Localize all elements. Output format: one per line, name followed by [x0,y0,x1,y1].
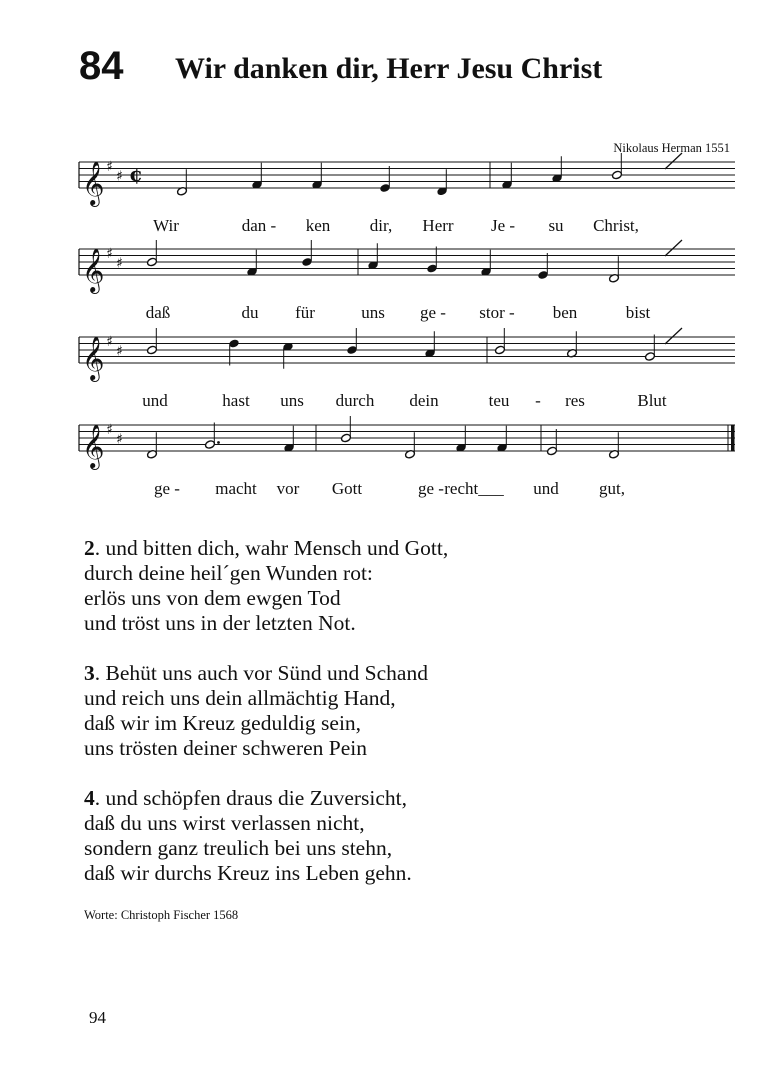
lyric-syllable: dir, [369,216,393,235]
verse-number: 4 [84,786,95,810]
verse-line: daß wir durchs Kreuz ins Leben gehn. [84,861,412,885]
verse-line: sondern ganz treulich bei uns stehn, [84,836,393,860]
treble-clef-icon: 𝄞 [82,248,105,292]
lyric-syllable: teu [488,391,510,410]
composer-credit: Nikolaus Herman 1551 [613,141,730,155]
hymn-number: 84 [79,44,124,88]
lyric-syllable: ge - [420,303,446,322]
sharp-icon: ♯ [106,422,113,438]
lyric-syllable: durch [335,391,375,410]
verse-number: 3 [84,661,95,685]
sharp-icon: ♯ [116,431,123,448]
verse-3 [84,661,448,761]
treble-clef-icon: 𝄞 [82,161,105,205]
lyric-syllable: du [241,303,259,322]
verse-4 [84,786,448,886]
verse-number: 2 [84,536,95,560]
verse-line: daß du uns wirst verlassen nicht, [84,811,365,835]
lyric-syllable: - [535,391,541,410]
lyric-syllable: Herr [422,216,454,235]
hymn-title: Wir danken dir, Herr Jesu Christ [175,52,603,85]
lyric-syllable: su [548,216,564,235]
verse-line: uns trösten deiner schweren Pein [84,736,368,760]
lyricist-credit: Worte: Christoph Fischer 1568 [84,908,239,922]
lyric-syllable: uns [280,391,304,410]
lyric-syllable: und [533,479,559,498]
lyric-syllable: für [295,303,315,322]
verse-line: erlös uns von dem ewgen Tod [84,586,341,610]
verse-line: und reich uns dein allmächtig Hand, [84,686,396,710]
lyric-syllable: Wir [153,216,179,235]
verse-line: 2. und bitten dich, wahr Mensch und Gott, [84,536,449,560]
treble-clef-icon: 𝄞 [82,424,105,468]
lyric-syllable: recht___ [444,479,504,498]
lyric-syllable: Gott [331,479,363,498]
verse-line: und tröst uns in der letzten Not. [84,611,356,635]
lyric-syllable: daß [145,303,171,322]
lyric-syllable: stor - [479,303,515,322]
treble-clef-icon: 𝄞 [82,336,105,380]
sharp-icon: ♯ [106,246,113,262]
verse-2 [84,536,448,636]
lyric-syllable: vor [276,479,300,498]
breath-mark [665,328,682,344]
lyric-syllable: ben [552,303,578,322]
lyric-syllable: ken [305,216,331,235]
lyric-syllable: ge - [418,479,444,498]
music-score [0,0,766,520]
page-number: 94 [89,1008,106,1027]
verse-line: daß wir im Kreuz geduldig sein, [84,711,362,735]
verse-line: durch deine heil´gen Wunden rot: [84,561,373,585]
lyric-syllable: ge - [154,479,180,498]
verse-line: 4. und schöpfen draus die Zuversicht, [84,786,408,810]
breath-mark [665,153,682,169]
lyric-syllable: bist [625,303,651,322]
lyric-syllable: dan - [241,216,277,235]
lyric-syllable: Blut [637,391,667,410]
sharp-icon: ♯ [116,255,123,272]
final-bar-thick [731,425,735,451]
breath-mark [665,240,682,256]
lyric-syllable: Christ, [593,216,639,235]
lyric-syllable: dein [409,391,439,410]
lyric-syllable: macht [215,479,257,498]
lyric-syllable: hast [222,391,250,410]
lyric-syllable: uns [361,303,385,322]
augmentation-dot [217,441,220,444]
sharp-icon: ♯ [116,168,123,185]
lyric-syllable: und [142,391,168,410]
lyric-syllable: Je - [490,216,516,235]
verses [84,536,448,911]
lyric-syllable: gut, [599,479,625,498]
alla-breve-icon: ¢ [129,162,143,186]
sharp-icon: ♯ [116,343,123,360]
verse-line: 3. Behüt uns auch vor Sünd und Schand [84,661,428,685]
lyric-syllable: res [565,391,585,410]
sharp-icon: ♯ [106,159,113,175]
sharp-icon: ♯ [106,334,113,350]
